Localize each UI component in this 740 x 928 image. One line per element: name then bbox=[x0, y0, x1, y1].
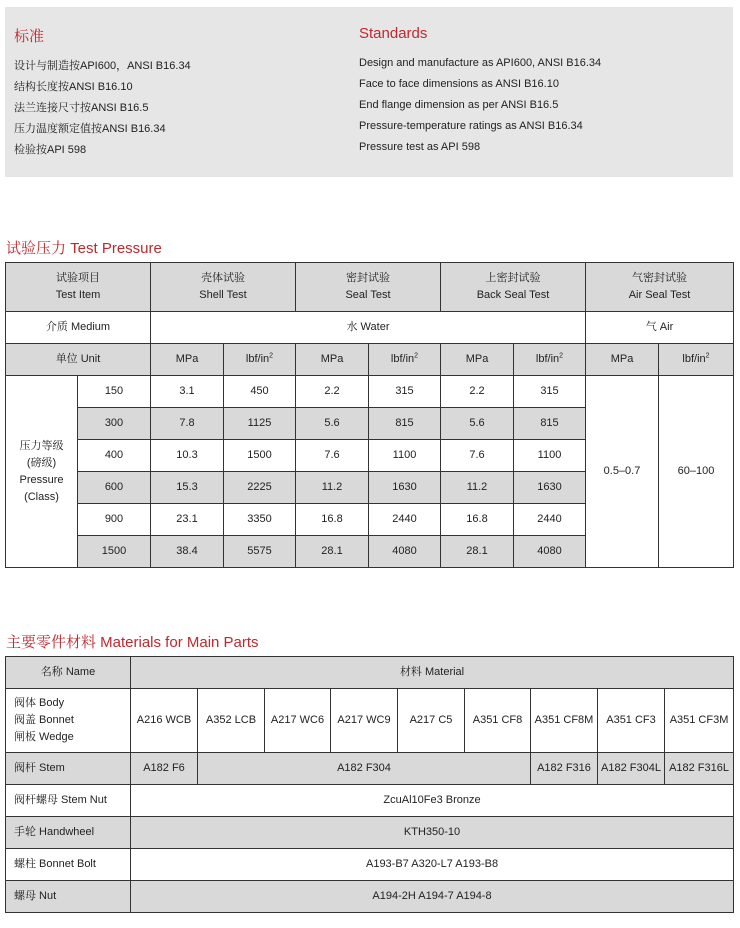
class-value: 1500 bbox=[78, 536, 151, 568]
unit-cell: lbf/$in^2$ bbox=[224, 344, 296, 376]
unit-cell: MPa bbox=[586, 344, 659, 376]
nut-label: 螺母 Nut bbox=[6, 881, 131, 913]
value-cell: 315 bbox=[369, 376, 441, 408]
class-value: 400 bbox=[78, 440, 151, 472]
material-cell: A217 WC6 bbox=[265, 689, 331, 753]
material-cell: A182 F316 bbox=[531, 753, 598, 785]
value-cell: 3.1 bbox=[151, 376, 224, 408]
medium-water: 水 Water bbox=[151, 312, 586, 344]
air-lbf-value: 60–100 bbox=[659, 376, 734, 568]
materials-table bbox=[5, 656, 734, 913]
pressure-row bbox=[6, 376, 734, 408]
medium-row bbox=[6, 312, 734, 344]
material-cell: A182 F304L bbox=[598, 753, 665, 785]
test-pressure-table bbox=[5, 262, 734, 568]
stem-nut-row bbox=[6, 785, 734, 817]
stem-nut-label: 阀杆螺母 Stem Nut bbox=[6, 785, 131, 817]
unit-cell: MPa bbox=[151, 344, 224, 376]
stem-row bbox=[6, 753, 734, 785]
air-mpa-value: 0.5–0.7 bbox=[586, 376, 659, 568]
standards-line-en: Pressure test as API 598 bbox=[359, 141, 481, 153]
value-cell: 7.6 bbox=[296, 440, 369, 472]
material-cell: A351 CF8 bbox=[465, 689, 531, 753]
unit-cell: lbf/$in^2$ bbox=[659, 344, 734, 376]
material-cell: A182 F6 bbox=[131, 753, 198, 785]
value-cell: 23.1 bbox=[151, 504, 224, 536]
value-cell: 5.6 bbox=[441, 408, 514, 440]
header-seal-test: 密封试验 Seal Test bbox=[296, 263, 441, 312]
body-label: 阀体 Body 阀盖 Bonnet 闸板 Wedge bbox=[6, 689, 131, 753]
value-cell: 1125 bbox=[224, 408, 296, 440]
material-cell: A351 CF3 bbox=[598, 689, 665, 753]
standards-line-en: Design and manufacture as API600, ANSI B16.34 bbox=[359, 57, 602, 69]
medium-label: 介质 Medium bbox=[6, 312, 151, 344]
header-back-seal-test: 上密封试验 Back Seal Test bbox=[441, 263, 586, 312]
value-cell: 28.1 bbox=[441, 536, 514, 568]
value-cell: 815 bbox=[369, 408, 441, 440]
material-cell: A351 CF8M bbox=[531, 689, 598, 753]
value-cell: 28.1 bbox=[296, 536, 369, 568]
standards-line-cn: 压力温度额定值按ANSI B16.34 bbox=[14, 123, 166, 135]
value-cell: 2440 bbox=[369, 504, 441, 536]
standards-line-cn: 检验按API 598 bbox=[14, 144, 87, 156]
value-cell: 16.8 bbox=[296, 504, 369, 536]
value-cell: 15.3 bbox=[151, 472, 224, 504]
standards-panel bbox=[5, 7, 733, 177]
material-cell: ZcuAl10Fe3 Bronze bbox=[131, 785, 734, 817]
material-cell: A182 F316L bbox=[665, 753, 734, 785]
value-cell: 1100 bbox=[514, 440, 586, 472]
material-cell: A217 C5 bbox=[398, 689, 465, 753]
value-cell: 3350 bbox=[224, 504, 296, 536]
value-cell: 315 bbox=[514, 376, 586, 408]
header-shell-test: 壳体试验 Shell Test bbox=[151, 263, 296, 312]
standards-title-en: Standards bbox=[359, 25, 428, 42]
unit-row bbox=[6, 344, 734, 376]
value-cell: 450 bbox=[224, 376, 296, 408]
unit-cell: MPa bbox=[296, 344, 369, 376]
material-cell: A352 LCB bbox=[198, 689, 265, 753]
nut-row bbox=[6, 881, 734, 913]
value-cell: 38.4 bbox=[151, 536, 224, 568]
value-cell: 11.2 bbox=[296, 472, 369, 504]
header-row bbox=[6, 263, 734, 312]
standards-line-en: Face to face dimensions as ANSI B16.10 bbox=[359, 78, 559, 90]
class-value: 150 bbox=[78, 376, 151, 408]
stem-label: 阀杆 Stem bbox=[6, 753, 131, 785]
value-cell: 1630 bbox=[514, 472, 586, 504]
material-cell: A351 CF3M bbox=[665, 689, 734, 753]
materials-header-row bbox=[6, 657, 734, 689]
medium-air: 气 Air bbox=[586, 312, 734, 344]
header-air-seal-test: 气密封试验 Air Seal Test bbox=[586, 263, 734, 312]
unit-cell: lbf/$in^2$ bbox=[369, 344, 441, 376]
standards-line-cn: 法兰连接尺寸按ANSI B16.5 bbox=[14, 102, 149, 114]
material-cell: A216 WCB bbox=[131, 689, 198, 753]
material-cell: A194-2H A194-7 A194-8 bbox=[131, 881, 734, 913]
material-header: 材料 Material bbox=[131, 657, 734, 689]
value-cell: 10.3 bbox=[151, 440, 224, 472]
value-cell: 4080 bbox=[369, 536, 441, 568]
name-header: 名称 Name bbox=[6, 657, 131, 689]
value-cell: 2.2 bbox=[296, 376, 369, 408]
materials-title: 主要零件材料 Materials for Main Parts bbox=[6, 634, 259, 651]
value-cell: 11.2 bbox=[441, 472, 514, 504]
pressure-class-label: 压力等级 (磅级) Pressure (Class) bbox=[6, 376, 78, 568]
handwheel-row bbox=[6, 817, 734, 849]
standards-title-cn: 标准 bbox=[14, 28, 45, 45]
header-test-item: 试验项目 Test Item bbox=[6, 263, 151, 312]
body-row bbox=[6, 689, 734, 753]
unit-label: 单位 Unit bbox=[6, 344, 151, 376]
unit-cell: MPa bbox=[441, 344, 514, 376]
value-cell: 4080 bbox=[514, 536, 586, 568]
standards-line-cn: 设计与制造按API600，ANSI B16.34 bbox=[14, 60, 191, 72]
test-pressure-title: 试验压力 Test Pressure bbox=[6, 240, 162, 257]
material-cell: A182 F304 bbox=[198, 753, 531, 785]
material-cell: KTH350-10 bbox=[131, 817, 734, 849]
value-cell: 16.8 bbox=[441, 504, 514, 536]
class-value: 300 bbox=[78, 408, 151, 440]
value-cell: 7.6 bbox=[441, 440, 514, 472]
material-cell: A217 WC9 bbox=[331, 689, 398, 753]
bonnet-bolt-row bbox=[6, 849, 734, 881]
value-cell: 5575 bbox=[224, 536, 296, 568]
value-cell: 7.8 bbox=[151, 408, 224, 440]
value-cell: 2225 bbox=[224, 472, 296, 504]
handwheel-label: 手轮 Handwheel bbox=[6, 817, 131, 849]
value-cell: 1500 bbox=[224, 440, 296, 472]
value-cell: 5.6 bbox=[296, 408, 369, 440]
standards-line-en: End flange dimension as per ANSI B16.5 bbox=[359, 99, 559, 111]
class-value: 900 bbox=[78, 504, 151, 536]
value-cell: 2.2 bbox=[441, 376, 514, 408]
value-cell: 2440 bbox=[514, 504, 586, 536]
standards-line-en: Pressure-temperature ratings as ANSI B16.34 bbox=[359, 120, 583, 132]
value-cell: 1630 bbox=[369, 472, 441, 504]
standards-line-cn: 结构长度按ANSI B16.10 bbox=[14, 81, 133, 93]
unit-cell: lbf/$in^2$ bbox=[514, 344, 586, 376]
bonnet-bolt-label: 螺柱 Bonnet Bolt bbox=[6, 849, 131, 881]
value-cell: 815 bbox=[514, 408, 586, 440]
material-cell: A193-B7 A320-L7 A193-B8 bbox=[131, 849, 734, 881]
class-value: 600 bbox=[78, 472, 151, 504]
value-cell: 1100 bbox=[369, 440, 441, 472]
